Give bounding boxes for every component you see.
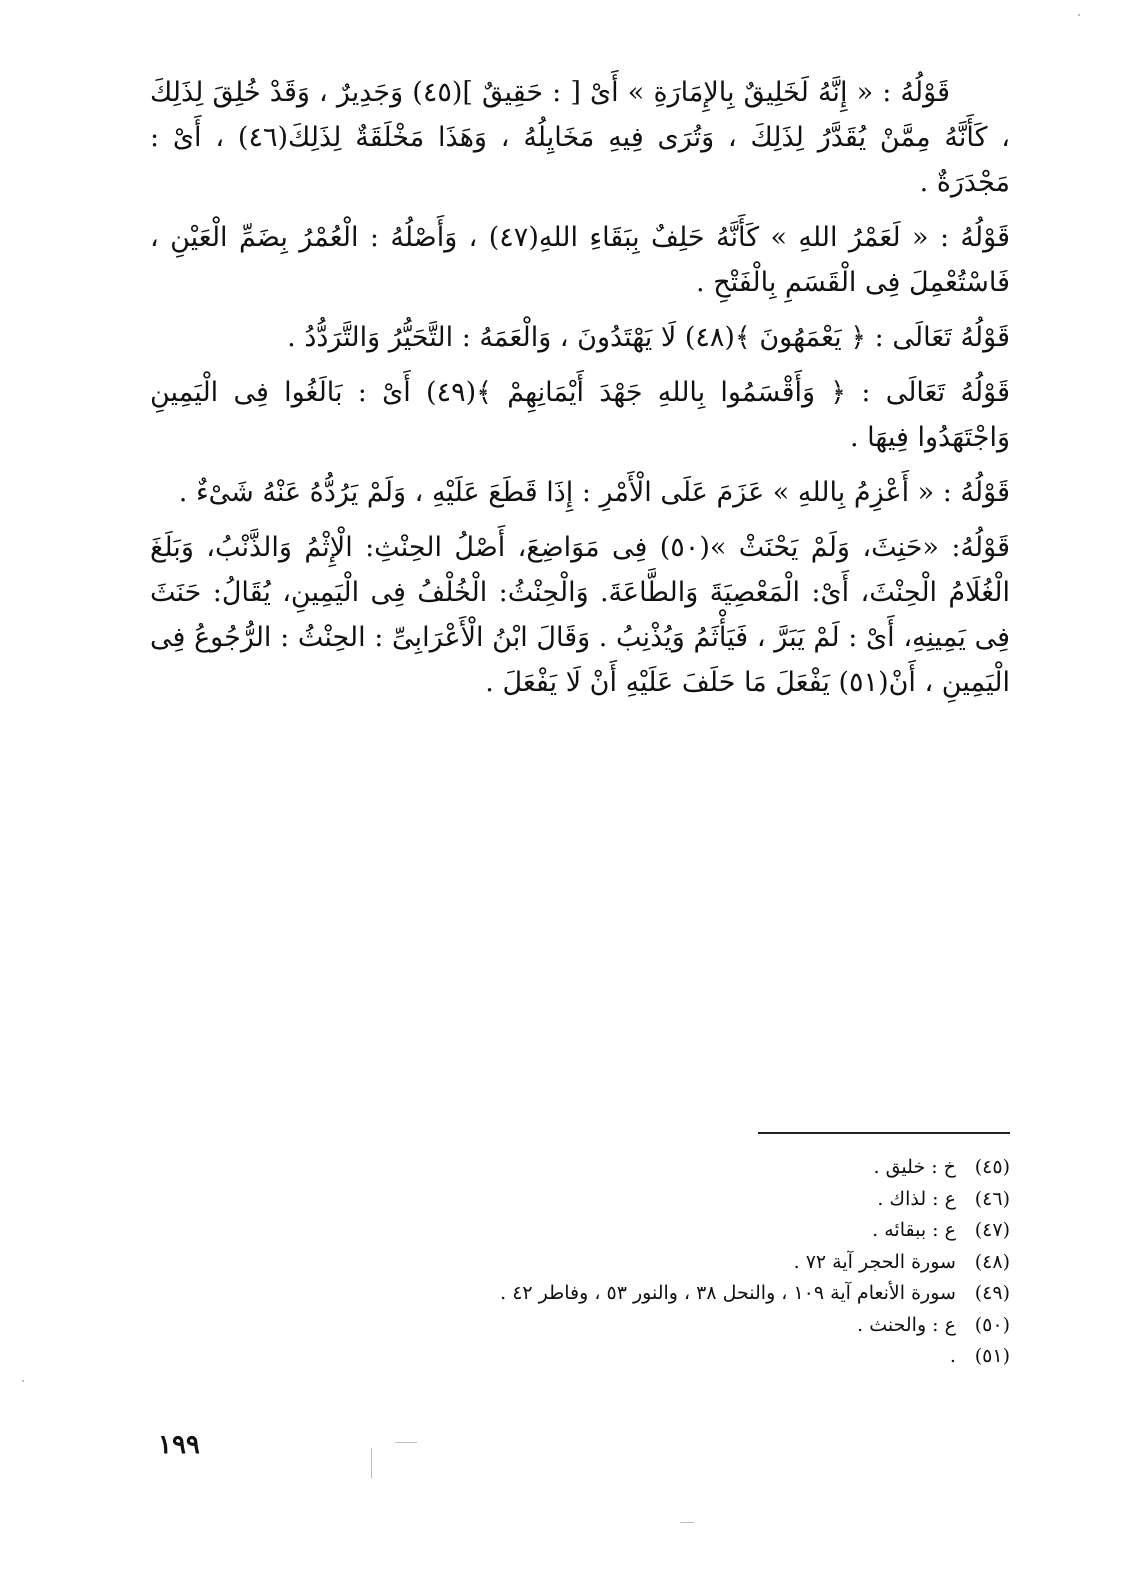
footnote-48 [200, 1247, 1010, 1279]
footnote-number: (٤٩) [974, 1282, 1010, 1304]
footnote-text: ع : لذاك . [877, 1187, 956, 1210]
footnote-text: ع : والحنث . [857, 1313, 956, 1336]
footnote-number: (٤٥) [974, 1156, 1010, 1178]
footnote-49 [200, 1278, 1010, 1310]
main-text [150, 70, 1010, 715]
scan-speck [1078, 14, 1080, 16]
footnote-45 [200, 1152, 1010, 1184]
footnote-47 [200, 1215, 1010, 1247]
footnote-number: (٤٦) [974, 1187, 1010, 1210]
footnote-46 [200, 1184, 1010, 1216]
footnotes [200, 1152, 1010, 1373]
footnote-separator [758, 1132, 1010, 1134]
paragraph-khaliq: قَوْلُهُ : « إِنَّهُ لَخَلِيقٌ بِالإِمَارَةِ » أَىْ [ : حَقِيقٌ ](٤٥) وَجَدِيرٌ ، وَقَدْ خُلِقَ لِذَلِكَ ، كَأَنَّهُ مِمَّنْ يُقَدَّرُ لِذَلِكَ ، وَتُرَى فِيهِ مَخَايِلُهُ ، وَهَذَا مَخْلَقَةٌ لِذَلِكَ(٤٦) ، أَىْ : مَجْدَرَةٌ . [150, 77, 1010, 198]
footnote-number: (٤٨) [974, 1250, 1010, 1273]
footnote-text: سورة الأنعام آية ١٠٩ ، والنحل ٣٨ ، والنور ٥٣ ، وفاطر ٤٢ . [500, 1282, 956, 1304]
paragraph-hanith: قَوْلُهُ: «حَنِثَ، وَلَمْ يَحْنَثْ »(٥٠) فِى مَوَاضِعَ، أَصْلُ الحِنْثِ: الْإِثْمُ وَالذَّنْبُ، وَبَلَغَ الْغُلَامُ الْحِنْثَ، أَىْ: الْمَعْصِيَةَ وَالطَّاعَةَ. وَالْحِنْثُ: الْخُلْفُ فِى الْيَمِينِ، يُقَالُ: حَنَثَ فِى يَمِينِهِ، أَىْ : لَمْ يَبَرَّ ، فَيَأْثَمُ وَيُذْنِبُ . وَقَالَ ابْنُ الْأَعْرَابِىِّ : الحِنْثُ : الرُّجُوعُ فِى الْيَمِينِ ، أَنْ(٥١) يَفْعَلَ مَا حَلَفَ عَلَيْهِ أَنْ لَا يَفْعَلَ . [150, 532, 1010, 698]
footnote-50 [200, 1310, 1010, 1342]
page-number: ١٩٩ [158, 1430, 200, 1460]
scan-speck [680, 1522, 694, 1523]
paragraph-aqsamu: قَوْلُهُ تَعَالَى : ﴿ وَأَقْسَمُوا بِاللهِ جَهْدَ أَيْمَانِهِمْ ﴾(٤٩) أَىْ : بَالَغُوا فِى الْيَمِينِ وَاجْتَهَدُوا فِيهَا . [150, 377, 1010, 453]
paragraph-laamr: قَوْلُهُ : « لَعَمْرُ اللهِ » كَأَنَّهُ حَلِفٌ بِبَقَاءِ اللهِ(٤٧) ، وَأَصْلُهُ : الْعُمْرُ بِضَمِّ الْعَيْنِ ، فَاسْتُعْمِلَ فِى الْقَسَمِ بِالْفَتْحِ . [150, 222, 1010, 298]
footnote-text: . [949, 1345, 956, 1367]
footnote-number: (٥١) [974, 1345, 1010, 1367]
scan-speck [22, 1380, 24, 1382]
footnote-text: خ : خليق . [873, 1156, 956, 1178]
paragraph-aazim: قَوْلُهُ : « أَعْزِمُ بِاللهِ » عَزَمَ عَلَى الْأَمْرِ : إِذَا قَطَعَ عَلَيْهِ ، وَلَمْ يَرُدُّهُ عَنْهُ شَىْءٌ . [178, 477, 1010, 508]
paragraph-yamahun: قَوْلُهُ تَعَالَى : ﴿ يَعْمَهُونَ ﴾(٤٨) لَا يَهْتَدُونَ ، وَالْعَمَهُ : التَّحَيُّرُ وَالتَّرَدُّدُ . [287, 322, 1010, 353]
footnote-number: (٥٠) [974, 1313, 1010, 1336]
footnote-51 [200, 1341, 1010, 1373]
scan-speck [395, 1442, 417, 1443]
footnote-text: ع : ببقائه . [872, 1219, 956, 1241]
footnote-number: (٤٧) [974, 1219, 1010, 1241]
footnote-text: سورة الحجر آية ٧٢ . [793, 1250, 956, 1273]
scan-speck [371, 1448, 372, 1478]
